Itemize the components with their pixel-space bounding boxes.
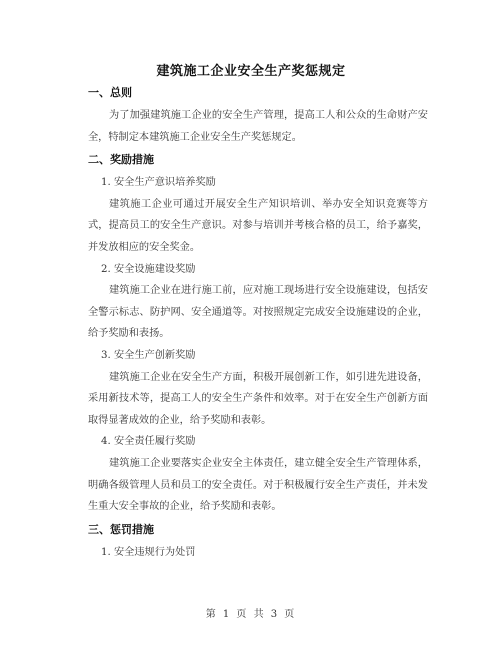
page-footer: 第 1 页 共 3 页 [205, 609, 297, 620]
reward-item-1-paragraph: 建筑施工企业可通过开展安全生产知识培训、举办安全知识竞赛等方式，提高员工的安全生产意识。对参与培训并考核合格的员工，给予嘉奖，并发放相应的安全奖金。 [88, 198, 428, 253]
reward-item-3-title: 3. 安全生产创新奖励 [101, 349, 196, 361]
reward-item-4-paragraph: 建筑施工企业要落实企业安全主体责任，建立健全安全生产管理体系，明确各级管理人员和员工的安全责任。对于积极履行安全生产责任，并未发生重大安全事故的企业，给予奖励和表彰。 [88, 457, 428, 513]
section-heading-rewards: 二、奖励措施 [88, 153, 154, 167]
penalty-item-1-title: 1. 安全违规行为处罚 [101, 546, 196, 558]
reward-item-3-paragraph: 建筑施工企业在安全生产方面，积极开展创新工作，如引进先进设备，采用新技术等，提高工人的安全生产条件和效率。对于在安全生产创新方面取得显著成效的企业，给予奖励和表彰。 [88, 371, 428, 426]
section-heading-penalties: 三、惩罚措施 [88, 522, 154, 536]
reward-item-1-title: 1. 安全生产意识培养奖励 [101, 177, 216, 189]
general-paragraph: 为了加强建筑施工企业的安全生产管理，提高工人和公众的生命财产安全，特制定本建筑施工企业安全生产奖惩规定。 [88, 110, 428, 143]
section-heading-general: 一、总则 [88, 86, 132, 99]
reward-item-4-title: 4. 安全责任履行奖励 [101, 436, 196, 448]
document-title: 建筑施工企业安全生产奖惩规定 [156, 64, 346, 79]
reward-item-2-paragraph: 建筑施工企业在进行施工前，应对施工现场进行安全设施建设，包括安全警示标志、防护网、安全通道等。对按照规定完成安全设施建设的企业，给予奖励和表扬。 [88, 285, 428, 340]
reward-item-2-title: 2. 安全设施建设奖励 [101, 263, 196, 275]
document-body [88, 81, 428, 563]
